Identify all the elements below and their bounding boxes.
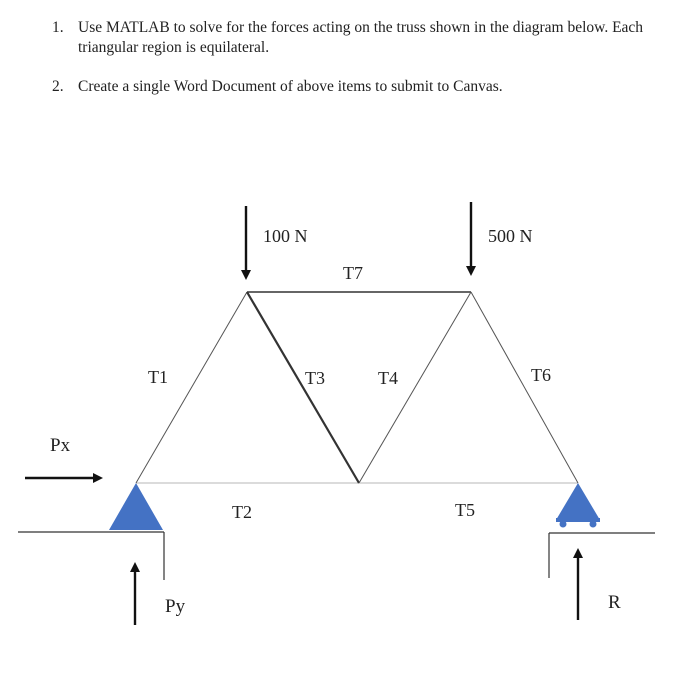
roller-support xyxy=(556,483,600,520)
instruction-text: Use MATLAB to solve for the forces acting on the truss shown in the diagram below. Each triangular region is equilateral. xyxy=(78,19,644,56)
roller-wheel-right xyxy=(590,521,597,528)
roller-wheel-left xyxy=(560,521,567,528)
member-label-t5: T5 xyxy=(455,500,475,520)
member-label-t4: T4 xyxy=(378,368,398,388)
member-t3 xyxy=(247,292,359,483)
member-label-t3: T3 xyxy=(305,368,325,388)
member-label-t6: T6 xyxy=(531,365,551,385)
member-label-t7: T7 xyxy=(343,263,363,283)
instruction-text: Create a single Word Document of above items to submit to Canvas. xyxy=(78,78,503,95)
reaction-label-px: Px xyxy=(50,435,71,456)
load-label-100n: 100 N xyxy=(263,226,308,246)
member-label-t1: T1 xyxy=(148,367,168,387)
member-t1 xyxy=(136,292,247,483)
load-label-500n: 500 N xyxy=(488,226,533,246)
reaction-label-r: R xyxy=(608,592,621,613)
instruction-number: 1. xyxy=(52,19,64,36)
instruction-number: 2. xyxy=(52,78,64,95)
reaction-label-py: Py xyxy=(165,596,186,617)
member-label-t2: T2 xyxy=(232,502,252,522)
member-t4 xyxy=(359,292,471,483)
member-t6 xyxy=(471,292,578,483)
pin-support xyxy=(109,483,163,530)
